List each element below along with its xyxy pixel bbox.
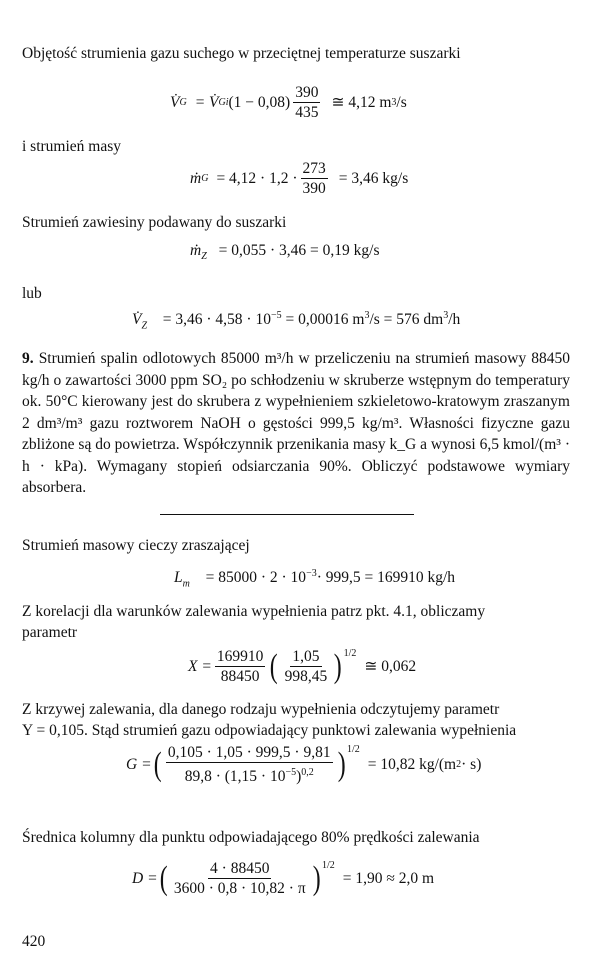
text-line: Strumień zawiesiny podawany do suszarki	[22, 214, 287, 231]
text-line: Y = 0,105. Stąd strumień gazu odpowiadający punktowi zalewania wypełnienia	[22, 722, 517, 739]
text-line: Z korelacji dla warunków zalewania wypełnienia patrz pkt. 4.1, obliczamy	[22, 603, 486, 620]
fraction: $\frac{0,105 \cdot 1,05 \cdot 999,5 \cdot 9,81}{89,8 \cdot (1,15 \cdot 10^{-5})^{0,2}}$	[167, 744, 331, 786]
equation-diameter-d: D = ( $\frac{4 \cdot 88450}{3600 \cdot 0,8 \cdot 10,82 \cdot \pi}$ ) 1/2 = 1,90 ≈ 2,0 m	[132, 859, 435, 897]
text-line: Z krzywej zalewania, dla danego rodzaju wypełnienia odczytujemy parametr	[22, 701, 500, 718]
text-line: Strumień masowy cieczy zraszającej	[22, 537, 250, 554]
equation-liquid-mass-flow: $L_m = 85000 \cdot 2 \cdot 10^{-3}\cdot 999,5 = 169910$ kg/h	[174, 568, 456, 590]
equation-gas-flux-g: G = ( $\frac{0,105 \cdot 1,05 \cdot 999,5 \cdot 9,81}{89,8 \cdot (1,15 \cdot 10^{-5})^{0,2}}$ ) 1/2 = 10,82 kg/(m 2 · s)	[126, 744, 482, 786]
equation-gas-mass-flow: ṁ G = 4,12 · 1,2 · $\frac{273}{390}$ = 3,46 kg/s	[190, 160, 409, 197]
equation-slurry-mass-flow: ṁ$_Z$ = 0,055 · 3,46 = 0,19 kg/s	[190, 242, 380, 263]
fraction: $\frac{4 \cdot 88450}{3600 \cdot 0,8 \cdot 10,82 \cdot \pi}$	[173, 860, 306, 897]
problem-text: Strumień spalin odlotowych 85000 m³/h w przeliczeniu na strumień masowy 88450 kg/h o zawartości 3000 ppm SO₂ po schłodzeniu w skruberze wstępnym do temperatury ok. 50°C kierowany jest do skrubera z wypełnieniem szkieletowo-kratowym zraszanym 2 dm³/m³ gazu roztworem NaOH o gęstości 999,5 kg/m³. Własności fizyczne gazu zbliżone są do powietrza. Współczynnik przenikania masy k_G a wynosi 6,5 kmol/(m³ · h · kPa). Wymagany stopień odsiarczania 90%. Obliczyć podstawowe wymiary absorbera.	[22, 350, 570, 496]
text-line: i strumień masy	[22, 138, 122, 155]
equation-slurry-volume-flow: $V̇_Z = 3,46 \cdot 4,58 \cdot 10^{-5} = 0,00016$ $m^3/s = 576$ $dm^3/h$	[132, 310, 461, 332]
equation-parameter-x: X = $\frac{169910}{88450}$ ( $\frac{1,05}{998,45}$ ) 1/2 ≅ 0,062	[188, 647, 417, 685]
fraction: $\frac{273}{390}$	[302, 160, 326, 197]
problem-statement	[22, 348, 570, 499]
text-line: lub	[22, 285, 42, 302]
fraction: $\frac{390}{435}$	[295, 84, 319, 121]
fraction: $\frac{169910}{88450}$	[216, 648, 264, 685]
text-line: Średnica kolumny dla punktu odpowiadającego 80% prędkości zalewania	[22, 829, 480, 846]
problem-number: 9.	[22, 350, 34, 367]
fraction: $\frac{1,05}{998,45}$	[284, 648, 328, 685]
equation-gas-volume: V̇ G = V̇ Gi (1 − 0,08) $\frac{390}{435}$ ≅ 4,12 m 3 /s	[170, 84, 407, 121]
text-line: parametr	[22, 624, 78, 641]
page-number: 420	[22, 933, 46, 950]
section-divider	[160, 514, 414, 515]
text-line: Objętość strumienia gazu suchego w przeciętnej temperaturze suszarki	[22, 45, 461, 62]
